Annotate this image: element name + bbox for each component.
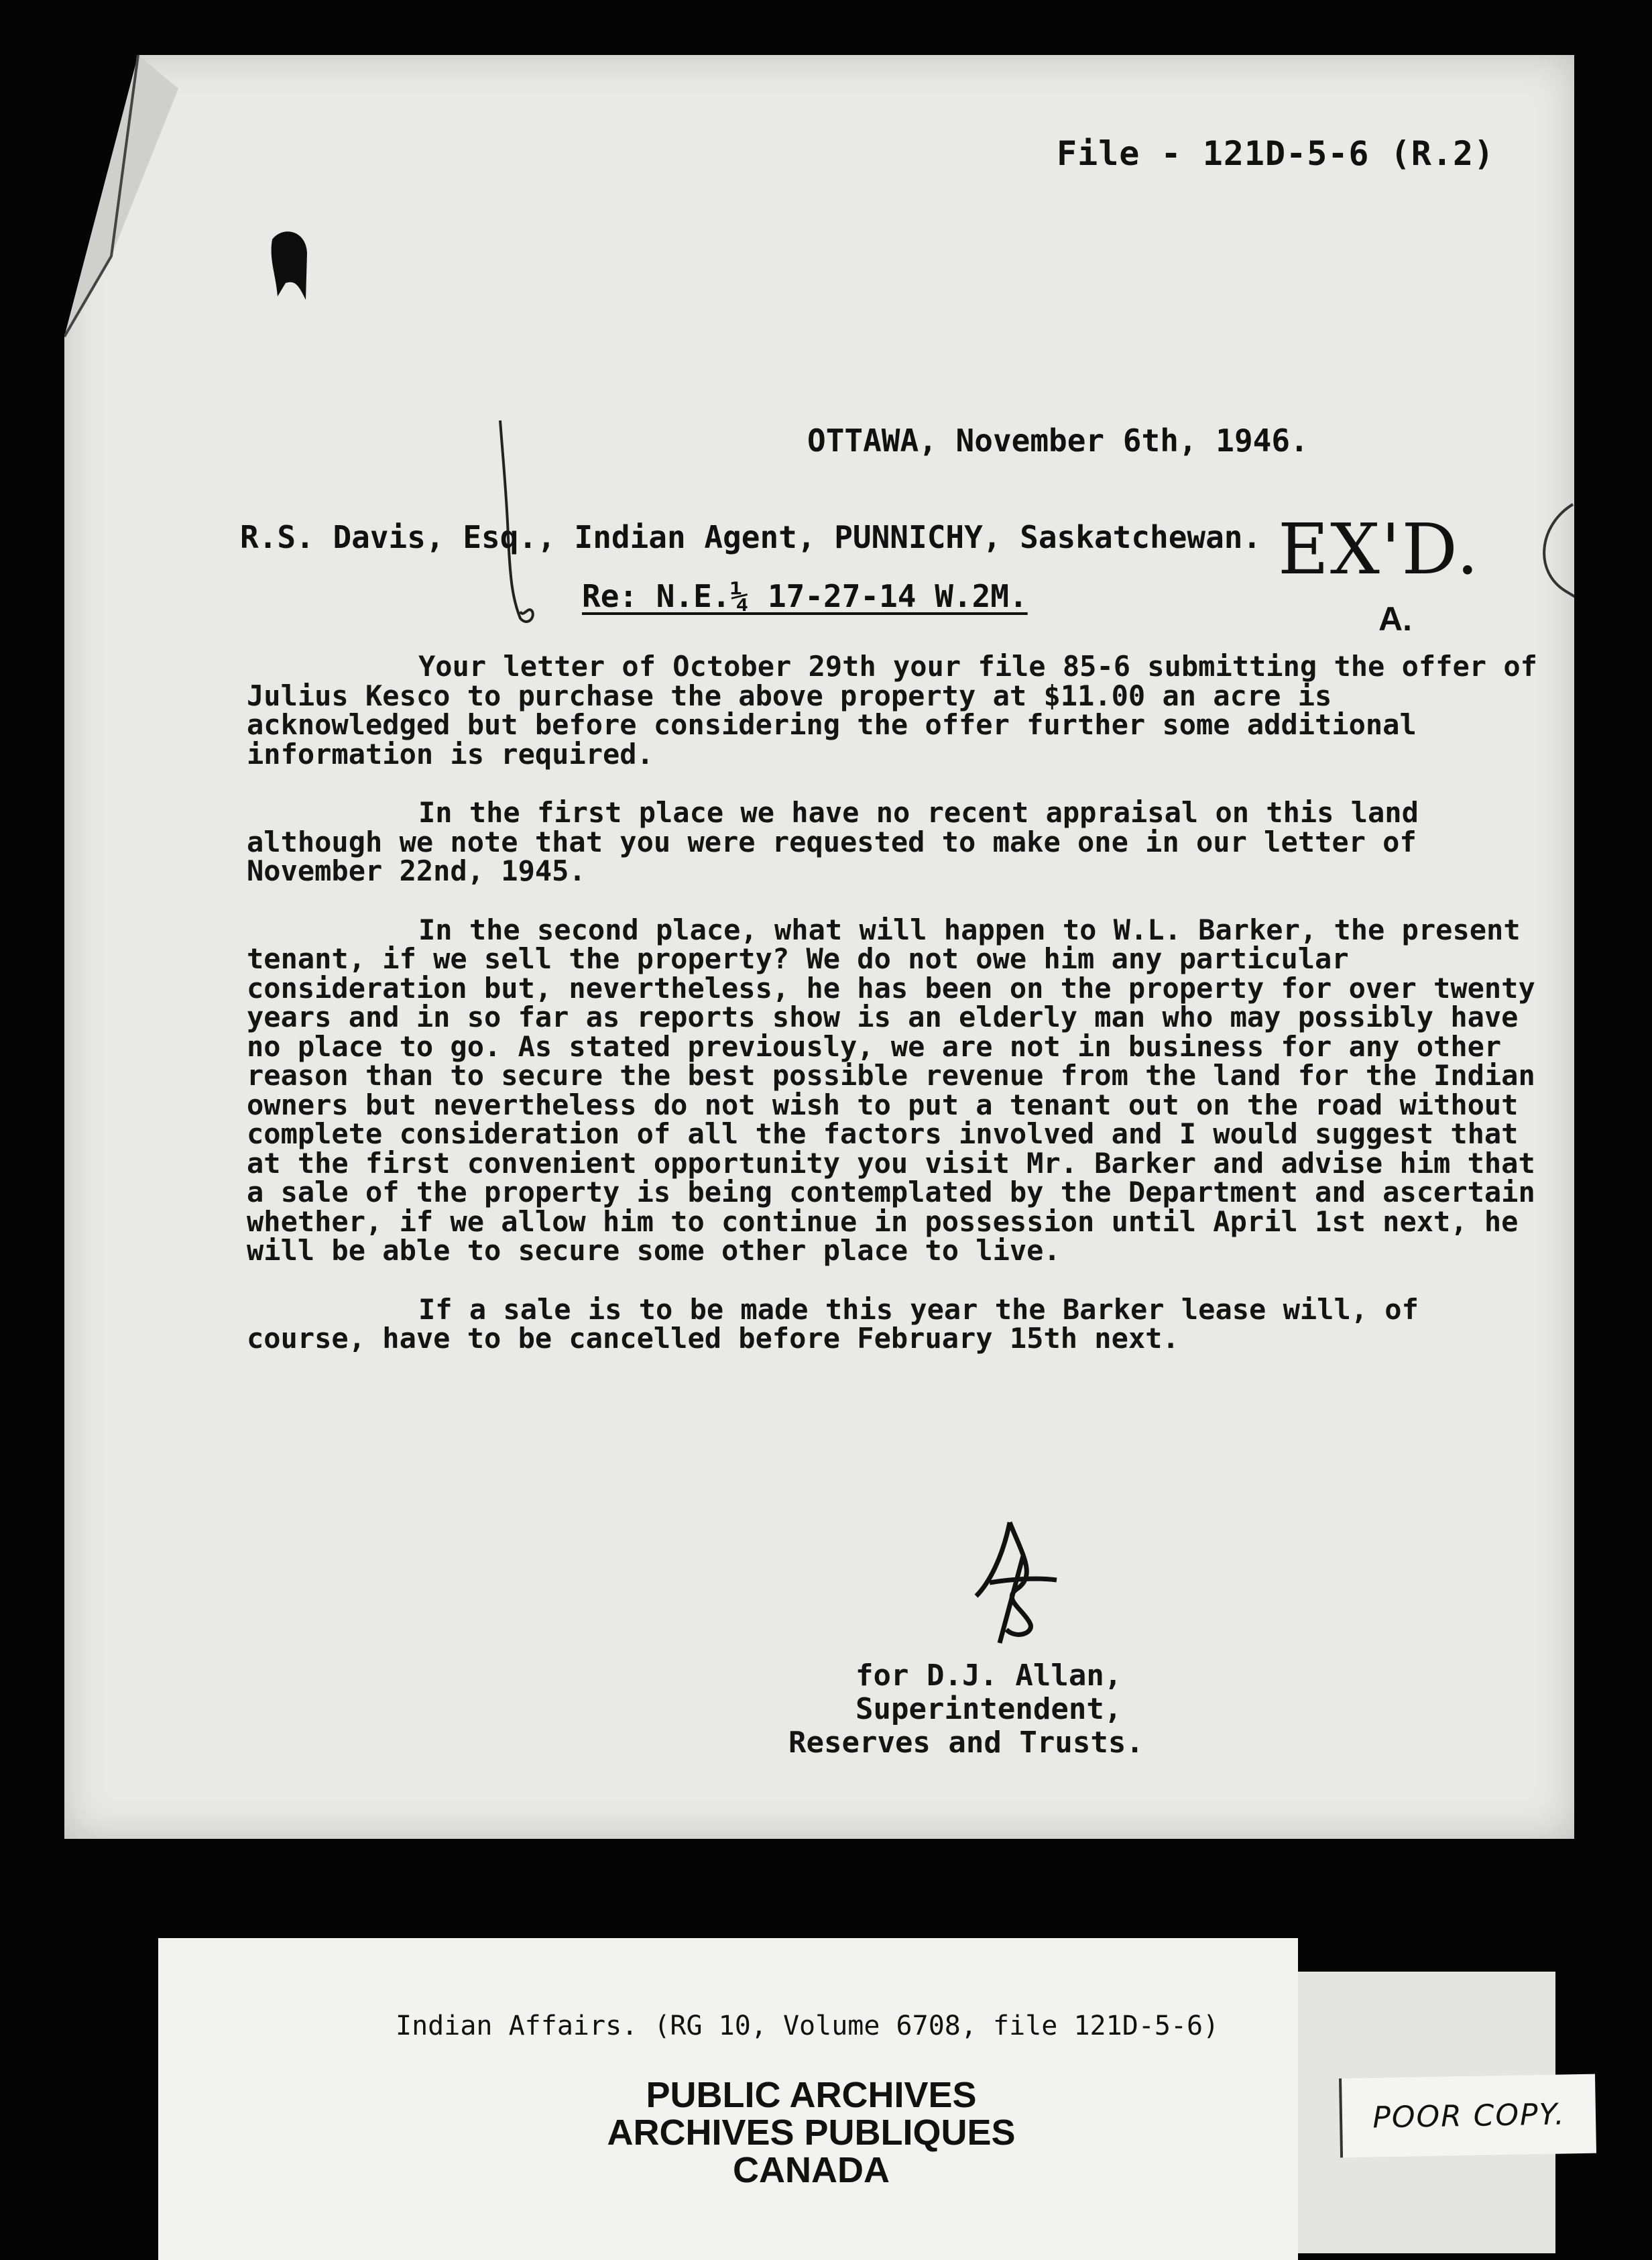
file-number: File - 121D-5-6 (R.2): [1057, 134, 1495, 173]
paragraph: In the first place we have no recent appraisal on this land although we note that you were requested to make one in our letter of November 22nd, 1945.: [247, 796, 1419, 887]
margin-pencil-mark: [1526, 498, 1574, 632]
paragraph: If a sale is to be made this year the Barker lease will, of course, have to be cancelled before February 15th next.: [247, 1292, 1419, 1355]
ink-blot-mark: [266, 226, 312, 313]
addressee: R.S. Davis, Esq., Indian Agent, PUNNICHY, Saskatchewan.: [240, 519, 1262, 555]
stamp-initial: A.: [1378, 600, 1412, 638]
archive-line: PUBLIC ARCHIVES: [646, 2075, 977, 2115]
dateline: OTTAWA, November 6th, 1946.: [807, 422, 1309, 459]
archive-line: ARCHIVES PUBLIQUES: [607, 2112, 1016, 2153]
closing-branch: Reserves and Trusts.: [788, 1726, 1144, 1760]
letter-page: [64, 55, 1574, 1839]
archive-name: [483, 2076, 1140, 2189]
examined-stamp: EX'D.: [1278, 508, 1480, 590]
archive-citation: Indian Affairs. (RG 10, Volume 6708, file 121D-5-6): [396, 2011, 1220, 2041]
closing-signatory: for D.J. Allan,: [856, 1658, 1122, 1693]
poor-copy-note: POOR COPY.: [1339, 2074, 1596, 2158]
closing-block: [788, 1659, 1144, 1760]
archive-line: CANADA: [733, 2150, 890, 2190]
letter-body: [247, 652, 1547, 1383]
closing-title: Superintendent,: [856, 1692, 1122, 1726]
handwritten-initials: [963, 1516, 1070, 1650]
subject-line: Re: N.E.¼ 17-27-14 W.2M.: [582, 578, 1028, 614]
paragraph: In the second place, what will happen to W.L. Barker, the present tenant, if we sell the property? We do not owe him any particular consideration but, nevertheless, he has been on the property for over twenty years and in so far as reports show is an elderly man who may possibly have no place to go. As stated previously, we are not in business for any other reason than to secure the best possible revenue from the land for the Indian owners but nevertheless do not wish to put a tenant out on the road without complete consideration of all the factors involved and I would suggest that at the first convenient opportunity you visit Mr. Barker and advise him that a sale of the property is being contemplated by the Department and ascertain whether, if we allow him to continue in possession until April 1st next, he will be able to secure some other place to live.: [247, 913, 1535, 1267]
paragraph: Your letter of October 29th your file 85-6 submitting the offer of Julius Kesco to purchase the above property at $11.00 an acre is acknowledged but before considering the offer further some additional information is required.: [247, 650, 1537, 771]
folded-corner: [64, 55, 266, 363]
